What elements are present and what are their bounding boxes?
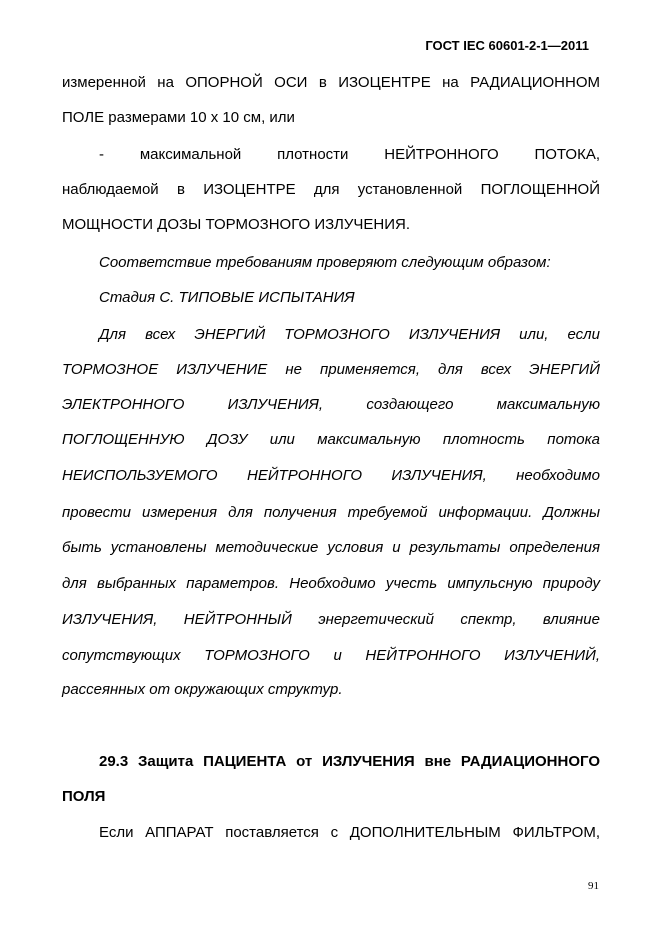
text-line: для выбранных параметров. Необходимо учесть импульсную природу: [62, 575, 600, 592]
text-line: Соответствие требованиям проверяют следующим образом:: [99, 254, 551, 271]
section-heading: 29.3 Защита ПАЦИЕНТА от ИЗЛУЧЕНИЯ вне РАДИАЦИОННОГО: [99, 753, 600, 770]
document-header: ГОСТ IEC 60601-2-1—2011: [425, 38, 589, 53]
text-line: ПОЛЕ размерами 10 x 10 см, или: [62, 109, 295, 126]
text-line: ПОГЛОЩЕННУЮ ДОЗУ или максимальную плотность потока: [62, 431, 600, 448]
text-line: наблюдаемой в ИЗОЦЕНТРЕ для установленной ПОГЛОЩЕННОЙ: [62, 181, 600, 198]
text-line: рассеянных от окружающих структур.: [62, 681, 343, 698]
text-line: - максимальной плотности НЕЙТРОННОГО ПОТОКА,: [99, 146, 600, 163]
text-line: измеренной на ОПОРНОЙ ОСИ в ИЗОЦЕНТРЕ на РАДИАЦИОННОМ: [62, 74, 600, 91]
text-line: ЭЛЕКТРОННОГО ИЗЛУЧЕНИЯ, создающего максимальную: [62, 396, 600, 413]
text-line: НЕИСПОЛЬЗУЕМОГО НЕЙТРОННОГО ИЗЛУЧЕНИЯ, необходимо: [62, 467, 600, 484]
text-line: сопутствующих ТОРМОЗНОГО и НЕЙТРОННОГО ИЗЛУЧЕНИЙ,: [62, 647, 600, 664]
text-line: ТОРМОЗНОЕ ИЗЛУЧЕНИЕ не применяется, для всех ЭНЕРГИЙ: [62, 361, 600, 378]
page-number: 91: [588, 880, 599, 892]
section-heading-continued: ПОЛЯ: [62, 788, 106, 805]
text-line: ИЗЛУЧЕНИЯ, НЕЙТРОННЫЙ энергетический спектр, влияние: [62, 611, 600, 628]
text-line: Стадия С. ТИПОВЫЕ ИСПЫТАНИЯ: [99, 289, 355, 306]
text-line: МОЩНОСТИ ДОЗЫ ТОРМОЗНОГО ИЗЛУЧЕНИЯ.: [62, 216, 410, 233]
text-line: Если АППАРАТ поставляется с ДОПОЛНИТЕЛЬНЫМ ФИЛЬТРОМ,: [99, 824, 600, 841]
text-line: быть установлены методические условия и результаты определения: [62, 539, 600, 556]
text-line: провести измерения для получения требуемой информации. Должны: [62, 504, 600, 521]
text-line: Для всех ЭНЕРГИЙ ТОРМОЗНОГО ИЗЛУЧЕНИЯ или, если: [99, 326, 600, 343]
